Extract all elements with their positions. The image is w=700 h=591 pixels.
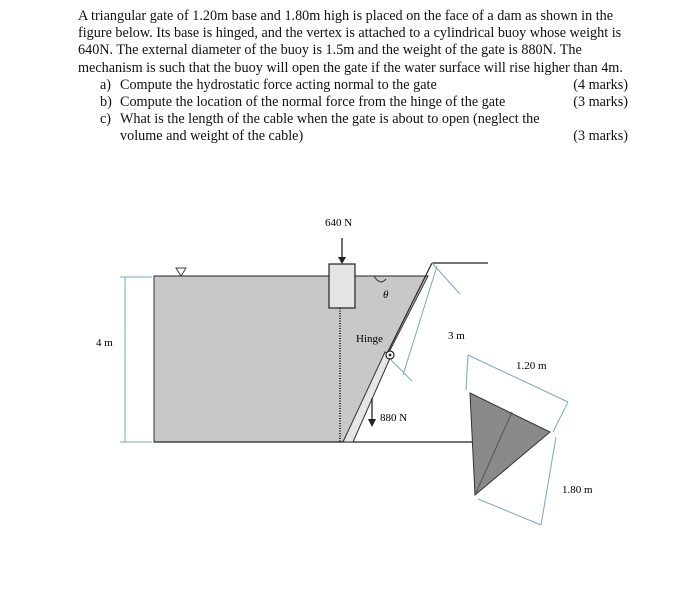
- buoy-force-label: 640 N: [325, 217, 353, 229]
- height-dimension-tick-bottom: [478, 499, 541, 525]
- slant-dimension-tick-bottom: [391, 360, 412, 381]
- question-b-text: Compute the location of the normal force from the hinge of the gate: [120, 94, 506, 111]
- hinge-label: Hinge: [356, 333, 383, 345]
- slant-length-label: 3 m: [448, 330, 465, 342]
- question-c-label: c): [100, 111, 112, 128]
- question-c-text: What is the length of the cable when the gate is about to open (neglect the volume and weight of the cable): [120, 111, 540, 145]
- question-b-marks: (3 marks): [573, 94, 628, 111]
- slant-dimension-tick-top: [432, 263, 460, 294]
- gate-weight-label: 880 N: [380, 412, 408, 424]
- problem-intro: A triangular gate of 1.20m base and 1.80m high is placed on the face of a dam as shown in the figure below. Its base is hinged, and the vertex is attached to a cylindrical buoy whose weight is 640N. The external diameter of the buoy is 1.5m and the weight of the gate is 880N. The mechanism is such that the buoy will open the gate if the water surface will rise higher than 4m.: [78, 8, 623, 76]
- buoy-force-arrowhead: [338, 257, 346, 264]
- base-dimension-tick-right: [553, 402, 568, 432]
- height-dimension-line: [541, 437, 556, 525]
- base-dimension-tick-left: [466, 355, 468, 390]
- water-surface-marker: [176, 268, 186, 276]
- question-b-label: b): [100, 94, 112, 111]
- gate-weight-arrowhead: [368, 419, 376, 427]
- buoy: [329, 264, 355, 308]
- angle-label: θ: [383, 289, 389, 301]
- question-a-label: a): [100, 76, 112, 93]
- water-depth-label: 4 m: [96, 337, 113, 349]
- gate-height-label: 1.80 m: [562, 484, 593, 496]
- hinge-pin-icon: [389, 354, 392, 357]
- question-c-marks: (3 marks): [573, 128, 628, 145]
- gate-base-label: 1.20 m: [516, 360, 547, 372]
- question-a-text: Compute the hydrostatic force acting normal to the gate: [120, 76, 437, 93]
- question-a-marks: (4 marks): [573, 76, 628, 93]
